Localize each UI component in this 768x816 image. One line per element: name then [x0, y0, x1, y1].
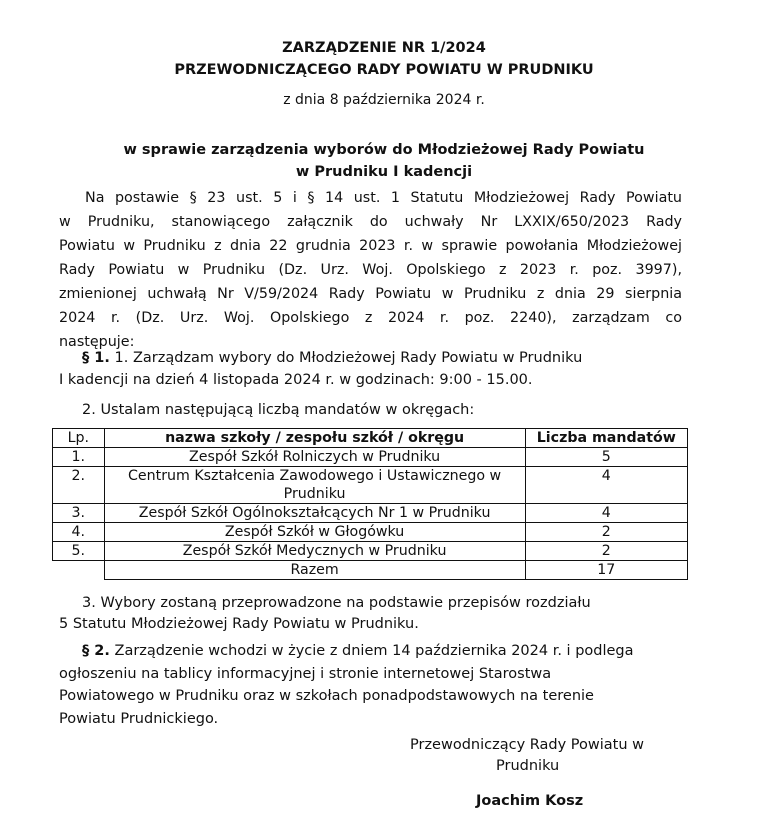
- column-header-count: Liczba mandatów: [525, 429, 687, 448]
- intro-line: Rady Powiatu w Prudniku (Dz. Urz. Woj. Opolskiego z 2023 r. poz. 3997),: [59, 262, 682, 278]
- section-2-line: ogłoszeniu na tablicy informacyjnej i stronie internetowej Starostwa: [59, 665, 552, 682]
- intro-line: następuje:: [59, 334, 135, 350]
- signature-name: Joachim Kosz: [476, 793, 584, 809]
- total-value: 17: [525, 561, 687, 580]
- intro-line: 2024 r. (Dz. Urz. Woj. Opolskiego z 2024 r. poz. 2240), zarządzam co: [59, 310, 682, 326]
- column-header-lp: Lp.: [53, 429, 105, 448]
- document-date: z dnia 8 października 2024 r.: [283, 92, 485, 108]
- intro-line: Na postawie § 23 ust. 5 i § 14 ust. 1 Statutu Młodzieżowej Rady Powiatu: [85, 190, 682, 206]
- table-row: [53, 448, 688, 467]
- subject-line-2: w Prudniku I kadencji: [295, 164, 473, 180]
- section-2-line: Powiatu Prudnickiego.: [59, 710, 219, 727]
- section-1-point-1-cont: I kadencji na dzień 4 listopada 2024 r. w godzinach: 9:00 - 15.00.: [59, 372, 533, 388]
- cell-lp: 3.: [53, 504, 105, 523]
- cell-count: 4: [525, 467, 687, 504]
- table-row: [53, 504, 688, 523]
- cell-name: Zespół Szkół w Głogówku: [104, 523, 525, 542]
- document-issuer: PRZEWODNICZĄCEGO RADY POWIATU W PRUDNIKU: [174, 62, 594, 78]
- cell-empty: [53, 561, 105, 580]
- cell-count: 5: [525, 448, 687, 467]
- section-2-line: Powiatowego w Prudniku oraz w szkołach ponadpodstawowych na terenie: [59, 688, 594, 704]
- cell-lp: 1.: [53, 448, 105, 467]
- section-1-point-2: 2. Ustalam następującą liczbą mandatów w okręgach:: [82, 402, 475, 418]
- cell-name: Zespół Szkół Medycznych w Prudniku: [104, 542, 525, 561]
- table-header-row: [53, 429, 688, 448]
- signature-role: Przewodniczący Rady Powiatu w: [410, 737, 645, 753]
- mandates-table: [52, 428, 688, 580]
- cell-count: 4: [525, 504, 687, 523]
- cell-lp: 5.: [53, 542, 105, 561]
- cell-lp: 2.: [53, 467, 105, 504]
- document-title: ZARZĄDZENIE NR 1/2024: [282, 40, 486, 56]
- cell-name: Zespół Szkół Rolniczych w Prudniku: [104, 448, 525, 467]
- section-2-paragraph: [59, 640, 699, 730]
- intro-line: zmienionej uchwałą Nr V/59/2024 Rady Powiatu w Prudniku z dnia 29 sierpnia: [59, 286, 682, 302]
- cell-name: Centrum Kształcenia Zawodowego i Ustawicznego w Prudniku: [104, 467, 525, 504]
- section-1-point-3: 3. Wybory zostaną przeprowadzone na podstawie przepisów rozdziału: [82, 595, 591, 611]
- cell-lp: 4.: [53, 523, 105, 542]
- table-row: [53, 467, 688, 504]
- table-row: [53, 523, 688, 542]
- section-2-line: [59, 640, 699, 663]
- table-total-row: [53, 561, 688, 580]
- legal-basis-paragraph: [59, 186, 682, 354]
- total-label: Razem: [104, 561, 525, 580]
- section-1-marker: § 1.: [82, 350, 110, 366]
- cell-name: Zespół Szkół Ogólnokształcących Nr 1 w Prudniku: [104, 504, 525, 523]
- cell-count: 2: [525, 542, 687, 561]
- section-1-point-1: [82, 347, 582, 369]
- table-row: [53, 542, 688, 561]
- subject-line-1: w sprawie zarządzenia wyborów do Młodzieżowej Rady Powiatu: [123, 142, 645, 158]
- section-2-text: Zarządzenie wchodzi w życie z dniem 14 października 2024 r. i podlega: [109, 643, 634, 659]
- cell-count: 2: [525, 523, 687, 542]
- section-2-marker: § 2.: [82, 643, 110, 659]
- section-1-point-3-cont: 5 Statutu Młodzieżowej Rady Powiatu w Prudniku.: [59, 616, 419, 632]
- section-1-text: 1. Zarządzam wybory do Młodzieżowej Rady Powiatu w Prudniku: [109, 350, 583, 366]
- signature-role-cont: Prudniku: [496, 758, 560, 774]
- intro-line: w Prudniku, stanowiącego załącznik do uchwały Nr LXXIX/650/2023 Rady: [59, 214, 682, 230]
- column-header-name: nazwa szkoły / zespołu szkół / okręgu: [104, 429, 525, 448]
- intro-line: Powiatu w Prudniku z dnia 22 grudnia 2023 r. w sprawie powołania Młodzieżowej: [59, 238, 682, 254]
